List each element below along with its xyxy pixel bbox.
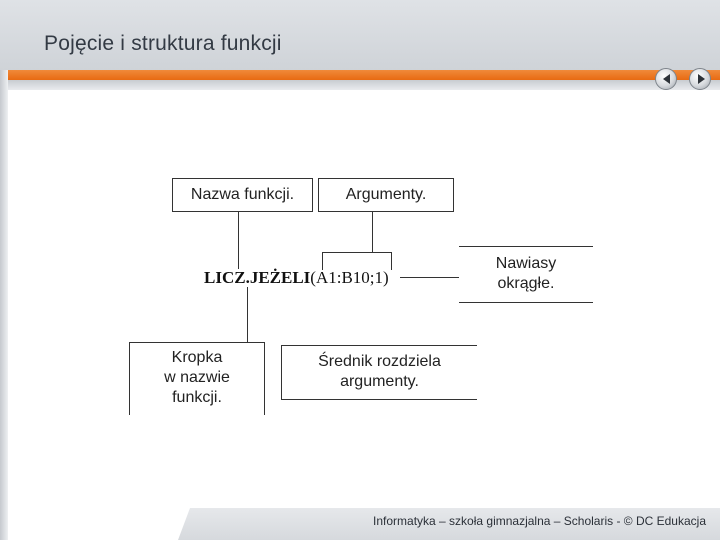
arrow-left-icon	[661, 73, 673, 85]
parentheses-box	[459, 246, 593, 303]
connector-arguments-right	[391, 252, 392, 270]
left-edge-decoration	[0, 70, 8, 540]
parentheses-label-line1: Nawiasy	[495, 255, 557, 272]
semicolon-label-line1: Średnik rozdziela	[318, 353, 441, 370]
dot-label-line2: w nazwie	[164, 369, 230, 386]
connector-parentheses	[400, 277, 459, 278]
arguments-label: Argumenty.	[345, 186, 427, 203]
parentheses-label-line2: okrągłe.	[497, 275, 555, 292]
previous-slide-button[interactable]	[655, 68, 677, 90]
function-name-box	[172, 178, 313, 212]
function-formula	[204, 268, 389, 288]
footer-text: Informatyka – szkoła gimnazjalna – Scholaris - © DC Edukacja	[373, 514, 706, 528]
function-name-label: Nazwa funkcji.	[190, 186, 295, 203]
dot-label-line1: Kropka	[171, 349, 223, 366]
arrow-right-icon	[695, 73, 707, 85]
next-slide-button[interactable]	[689, 68, 711, 90]
semicolon-box	[281, 345, 477, 400]
connector-function-name	[238, 212, 239, 269]
arguments-box	[318, 178, 454, 212]
slide-title: Pojęcie i struktura funkcji	[44, 32, 282, 55]
accent-bar	[0, 70, 720, 80]
formula-arguments: (A1:B10;1)	[310, 268, 389, 287]
semicolon-label-line2: argumenty.	[340, 373, 419, 390]
dot-label-line3: funkcji.	[172, 389, 222, 406]
connector-arguments-stem	[372, 212, 373, 252]
connector-arguments-bracket	[322, 252, 392, 253]
dot-box	[129, 342, 265, 415]
header-shadow-band	[0, 80, 720, 90]
formula-function-name: LICZ.JEŻELI	[204, 268, 311, 287]
connector-dot	[247, 287, 248, 342]
